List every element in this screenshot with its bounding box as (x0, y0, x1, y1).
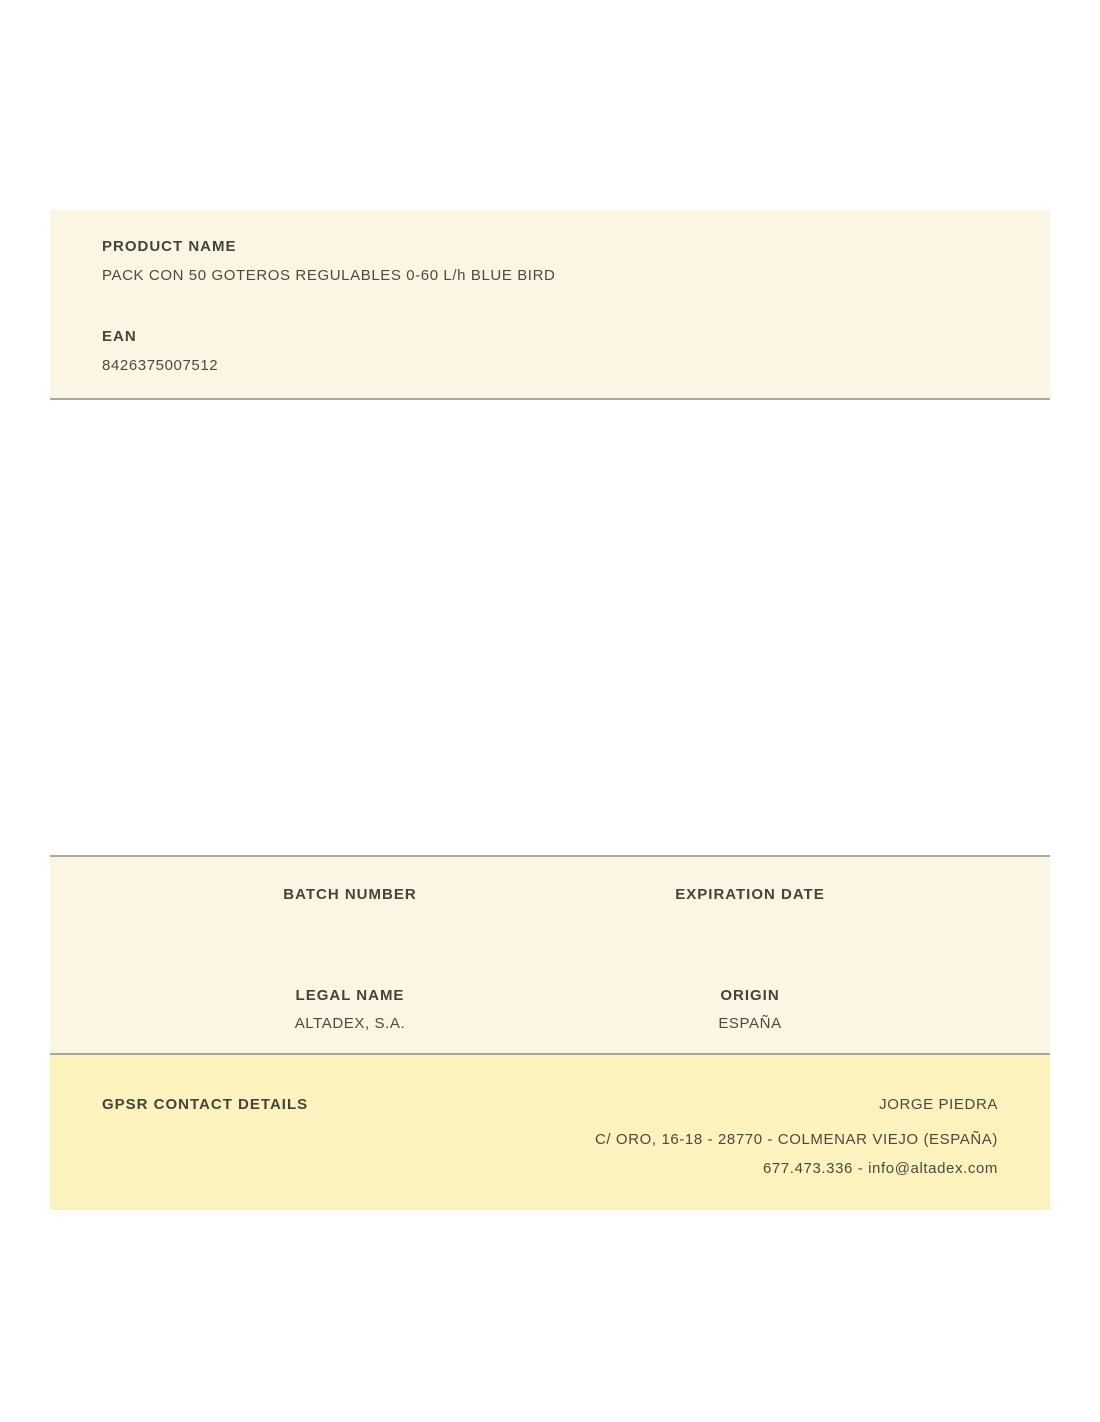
legal-name-field (150, 987, 550, 1032)
contact-phone-email: 677.473.336 - info@altadex.com (762, 1160, 998, 1177)
gpsr-contact-label: GPSR CONTACT DETAILS (102, 1096, 309, 1113)
product-info-panel (50, 210, 1050, 400)
origin-value: ESPAÑA (718, 1015, 782, 1032)
product-name-value: PACK CON 50 GOTEROS REGULABLES 0-60 L/h BLUE BIRD (102, 267, 556, 284)
batch-header-row (150, 886, 950, 914)
ean-value: 8426375007512 (102, 357, 219, 374)
batch-legal-panel (50, 855, 1050, 1055)
expiration-date-field (550, 886, 950, 914)
product-name-label: PRODUCT NAME (102, 238, 237, 255)
contact-name: JORGE PIEDRA (879, 1096, 998, 1113)
legal-name-label: LEGAL NAME (295, 987, 405, 1004)
legal-name-value: ALTADEX, S.A. (294, 1015, 406, 1032)
gpsr-contact-block (595, 1096, 998, 1183)
contact-address: C/ ORO, 16-18 - 28770 - COLMENAR VIEJO (ESPAÑA) (594, 1131, 998, 1148)
batch-number-field (150, 886, 550, 914)
ean-label: EAN (102, 328, 137, 345)
origin-label: ORIGIN (720, 987, 780, 1004)
batch-number-label: BATCH NUMBER (283, 886, 417, 903)
gpsr-contact-panel (50, 1055, 1050, 1210)
legal-origin-row (150, 987, 950, 1032)
ean-field (102, 328, 998, 374)
expiration-date-label: EXPIRATION DATE (675, 886, 825, 903)
product-name-field (102, 238, 998, 284)
origin-field (550, 987, 950, 1032)
